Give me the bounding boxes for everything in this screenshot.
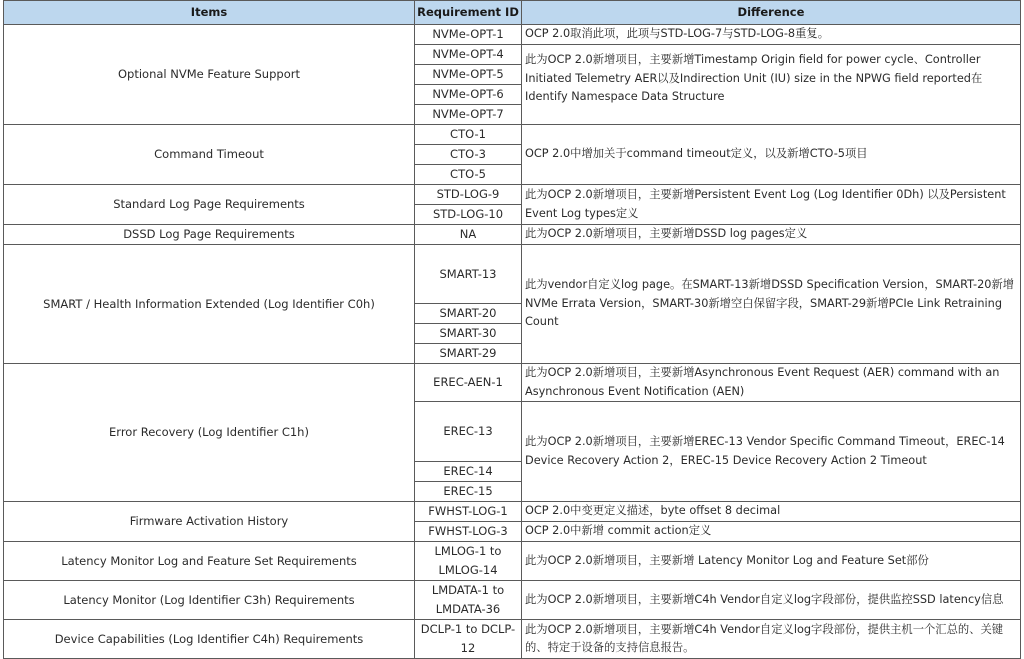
- difference-cell: OCP 2.0中增加关于command timeout定义，以及新增CTO-5项目: [522, 125, 1021, 185]
- requirement-id-cell: STD-LOG-9: [415, 185, 522, 205]
- requirement-id-cell: CTO-5: [415, 165, 522, 185]
- difference-cell: OCP 2.0取消此项，此项与STD-LOG-7与STD-LOG-8重复。: [522, 25, 1021, 45]
- requirement-id-cell: NVMe-OPT-1: [415, 25, 522, 45]
- header-row: [4, 1, 1021, 25]
- table-row: [4, 502, 1021, 522]
- requirement-id-cell: NVMe-OPT-7: [415, 105, 522, 125]
- requirement-id-cell: LMDATA-1 to LMDATA-36: [415, 581, 522, 620]
- difference-cell: 此为OCP 2.0新增项目，主要新增EREC-13 Vendor Specific Command Timeout，EREC-14 Device Recovery Action 2，EREC-15 Device Recovery Action 2 Timeout: [522, 402, 1021, 502]
- table-row: [4, 542, 1021, 581]
- requirement-id-cell: STD-LOG-10: [415, 205, 522, 225]
- item-cell: Error Recovery (Log Identifier C1h): [4, 364, 415, 502]
- item-cell: Command Timeout: [4, 125, 415, 185]
- item-cell: Latency Monitor Log and Feature Set Requirements: [4, 542, 415, 581]
- difference-cell: 此为OCP 2.0新增项目，主要新增Asynchronous Event Request (AER) command with an Asynchronous Event Notification (AEN): [522, 364, 1021, 402]
- header-requirement-id: Requirement ID: [415, 1, 522, 25]
- requirement-id-cell: NVMe-OPT-6: [415, 85, 522, 105]
- requirement-id-cell: SMART-30: [415, 324, 522, 344]
- difference-cell: 此为OCP 2.0新增项目，主要新增 Latency Monitor Log and Feature Set部份: [522, 542, 1021, 581]
- requirement-id-cell: NVMe-OPT-4: [415, 45, 522, 65]
- comparison-table-container: [3, 0, 1020, 659]
- table-row: [4, 225, 1021, 245]
- item-cell: DSSD Log Page Requirements: [4, 225, 415, 245]
- difference-cell: 此为OCP 2.0新增项目，主要新增C4h Vendor自定义log字段部份，提供监控SSD latency信息: [522, 581, 1021, 620]
- requirement-id-cell: FWHST-LOG-1: [415, 502, 522, 522]
- ocp-difference-table: [3, 0, 1021, 659]
- requirement-id-cell: LMLOG-1 to LMLOG-14: [415, 542, 522, 581]
- requirement-id-cell: NA: [415, 225, 522, 245]
- difference-cell: 此为OCP 2.0新增项目，主要新增DSSD log pages定义: [522, 225, 1021, 245]
- header-difference: Difference: [522, 1, 1021, 25]
- item-cell: SMART / Health Information Extended (Log Identifier C0h): [4, 245, 415, 364]
- requirement-id-cell: EREC-15: [415, 482, 522, 502]
- requirement-id-cell: NVMe-OPT-5: [415, 65, 522, 85]
- table-row: [4, 620, 1021, 659]
- requirement-id-cell: EREC-AEN-1: [415, 364, 522, 402]
- difference-cell: 此为OCP 2.0新增项目，主要新增C4h Vendor自定义log字段部份，提供主机一个汇总的、关键的、特定于设备的支持信息报告。: [522, 620, 1021, 659]
- requirement-id-cell: SMART-29: [415, 344, 522, 364]
- difference-cell: OCP 2.0中新增 commit action定义: [522, 522, 1021, 542]
- item-cell: Standard Log Page Requirements: [4, 185, 415, 225]
- table-row: [4, 581, 1021, 620]
- table-row: [4, 245, 1021, 304]
- item-cell: Firmware Activation History: [4, 502, 415, 542]
- difference-cell: OCP 2.0中变更定义描述，byte offset 8 decimal: [522, 502, 1021, 522]
- difference-cell: 此为OCP 2.0新增项目，主要新增Persistent Event Log (Log Identifier 0Dh) 以及Persistent Event Log types定义: [522, 185, 1021, 225]
- requirement-id-cell: DCLP-1 to DCLP-12: [415, 620, 522, 659]
- requirement-id-cell: SMART-20: [415, 304, 522, 324]
- requirement-id-cell: SMART-13: [415, 245, 522, 304]
- table-row: [4, 364, 1021, 402]
- difference-cell: 此为OCP 2.0新增项目，主要新增Timestamp Origin field for power cycle、Controller Initiated Telemetry AER以及Indirection Unit (IU) size in the NPWG field reported在Identify Namespace Data Structure: [522, 45, 1021, 125]
- item-cell: Optional NVMe Feature Support: [4, 25, 415, 125]
- difference-cell: 此为vendor自定义log page。在SMART-13新增DSSD Specification Version，SMART-20新增NVMe Errata Version，SMART-30新增空白保留字段，SMART-29新增PCIe Link Retraining Count: [522, 245, 1021, 364]
- requirement-id-cell: FWHST-LOG-3: [415, 522, 522, 542]
- item-cell: Latency Monitor (Log Identifier C3h) Requirements: [4, 581, 415, 620]
- table-row: [4, 125, 1021, 145]
- item-cell: Device Capabilities (Log Identifier C4h) Requirements: [4, 620, 415, 659]
- requirement-id-cell: CTO-1: [415, 125, 522, 145]
- table-row: [4, 185, 1021, 205]
- table-row: [4, 25, 1021, 45]
- requirement-id-cell: EREC-13: [415, 402, 522, 462]
- header-items: Items: [4, 1, 415, 25]
- requirement-id-cell: EREC-14: [415, 462, 522, 482]
- requirement-id-cell: CTO-3: [415, 145, 522, 165]
